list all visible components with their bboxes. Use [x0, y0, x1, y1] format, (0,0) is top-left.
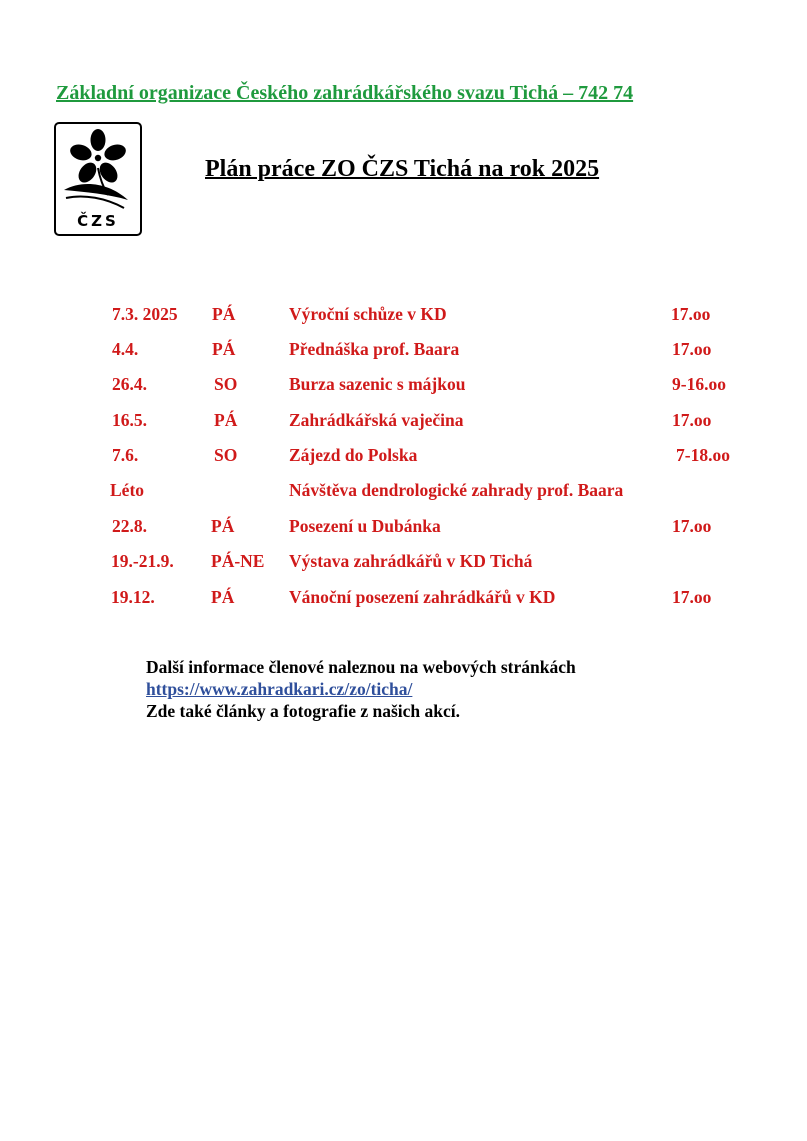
event-name: Výroční schůze v KD [289, 304, 447, 324]
footer-note: Zde také články a fotografie z našich akcí. [146, 701, 461, 721]
event-date: Léto [110, 480, 145, 500]
event-time: 17.oo [672, 339, 712, 359]
event-day: PÁ [212, 339, 236, 359]
event-row [0, 480, 807, 504]
event-time: 9-16.oo [672, 374, 726, 394]
event-day: SO [214, 445, 238, 465]
event-name: Zájezd do Polska [289, 445, 418, 465]
event-time: 17.oo [672, 516, 712, 536]
website-link[interactable]: https://www.zahradkari.cz/zo/ticha/ [146, 679, 413, 699]
event-name: Burza sazenic s májkou [289, 374, 466, 394]
event-name: Vánoční posezení zahrádkářů v KD [289, 587, 556, 607]
event-name: Přednáška prof. Baara [289, 339, 460, 359]
event-time: 7-18.oo [676, 445, 730, 465]
event-time: 17.oo [672, 587, 712, 607]
organization-title: Základní organizace Českého zahrádkářského svazu Tichá – 742 74 [56, 82, 634, 104]
event-day: PÁ-NE [211, 551, 265, 571]
event-row [0, 374, 807, 398]
event-day: PÁ [211, 516, 235, 536]
event-day: PÁ [211, 587, 235, 607]
event-time: 17.oo [672, 410, 712, 430]
event-day: SO [214, 374, 238, 394]
event-date: 7.6. [112, 445, 139, 465]
czs-logo [54, 122, 142, 236]
event-row [0, 551, 807, 575]
event-date: 26.4. [112, 374, 147, 394]
event-row [0, 339, 807, 363]
event-date: 19.12. [111, 587, 155, 607]
event-date: 19.-21.9. [111, 551, 174, 571]
event-date: 16.5. [112, 410, 147, 430]
event-row [0, 410, 807, 434]
event-date: 22.8. [112, 516, 147, 536]
event-row [0, 587, 807, 611]
logo-text: ČZS [77, 212, 119, 230]
event-date: 4.4. [112, 339, 139, 359]
event-row [0, 445, 807, 469]
event-name: Zahrádkářská vaječina [289, 410, 464, 430]
footer-info: Další informace členové naleznou na webových stránkách [146, 657, 576, 677]
event-date: 7.3. 2025 [112, 304, 178, 324]
event-name: Posezení u Dubánka [289, 516, 441, 536]
event-day: PÁ [212, 304, 236, 324]
plan-title: Plán práce ZO ČZS Tichá na rok 2025 [205, 156, 600, 182]
event-row [0, 516, 807, 540]
event-name: Návštěva dendrologické zahrady prof. Baara [289, 480, 624, 500]
event-day: PÁ [214, 410, 238, 430]
event-name: Výstava zahrádkářů v KD Tichá [289, 551, 533, 571]
event-row [0, 304, 807, 328]
event-time: 17.oo [671, 304, 711, 324]
